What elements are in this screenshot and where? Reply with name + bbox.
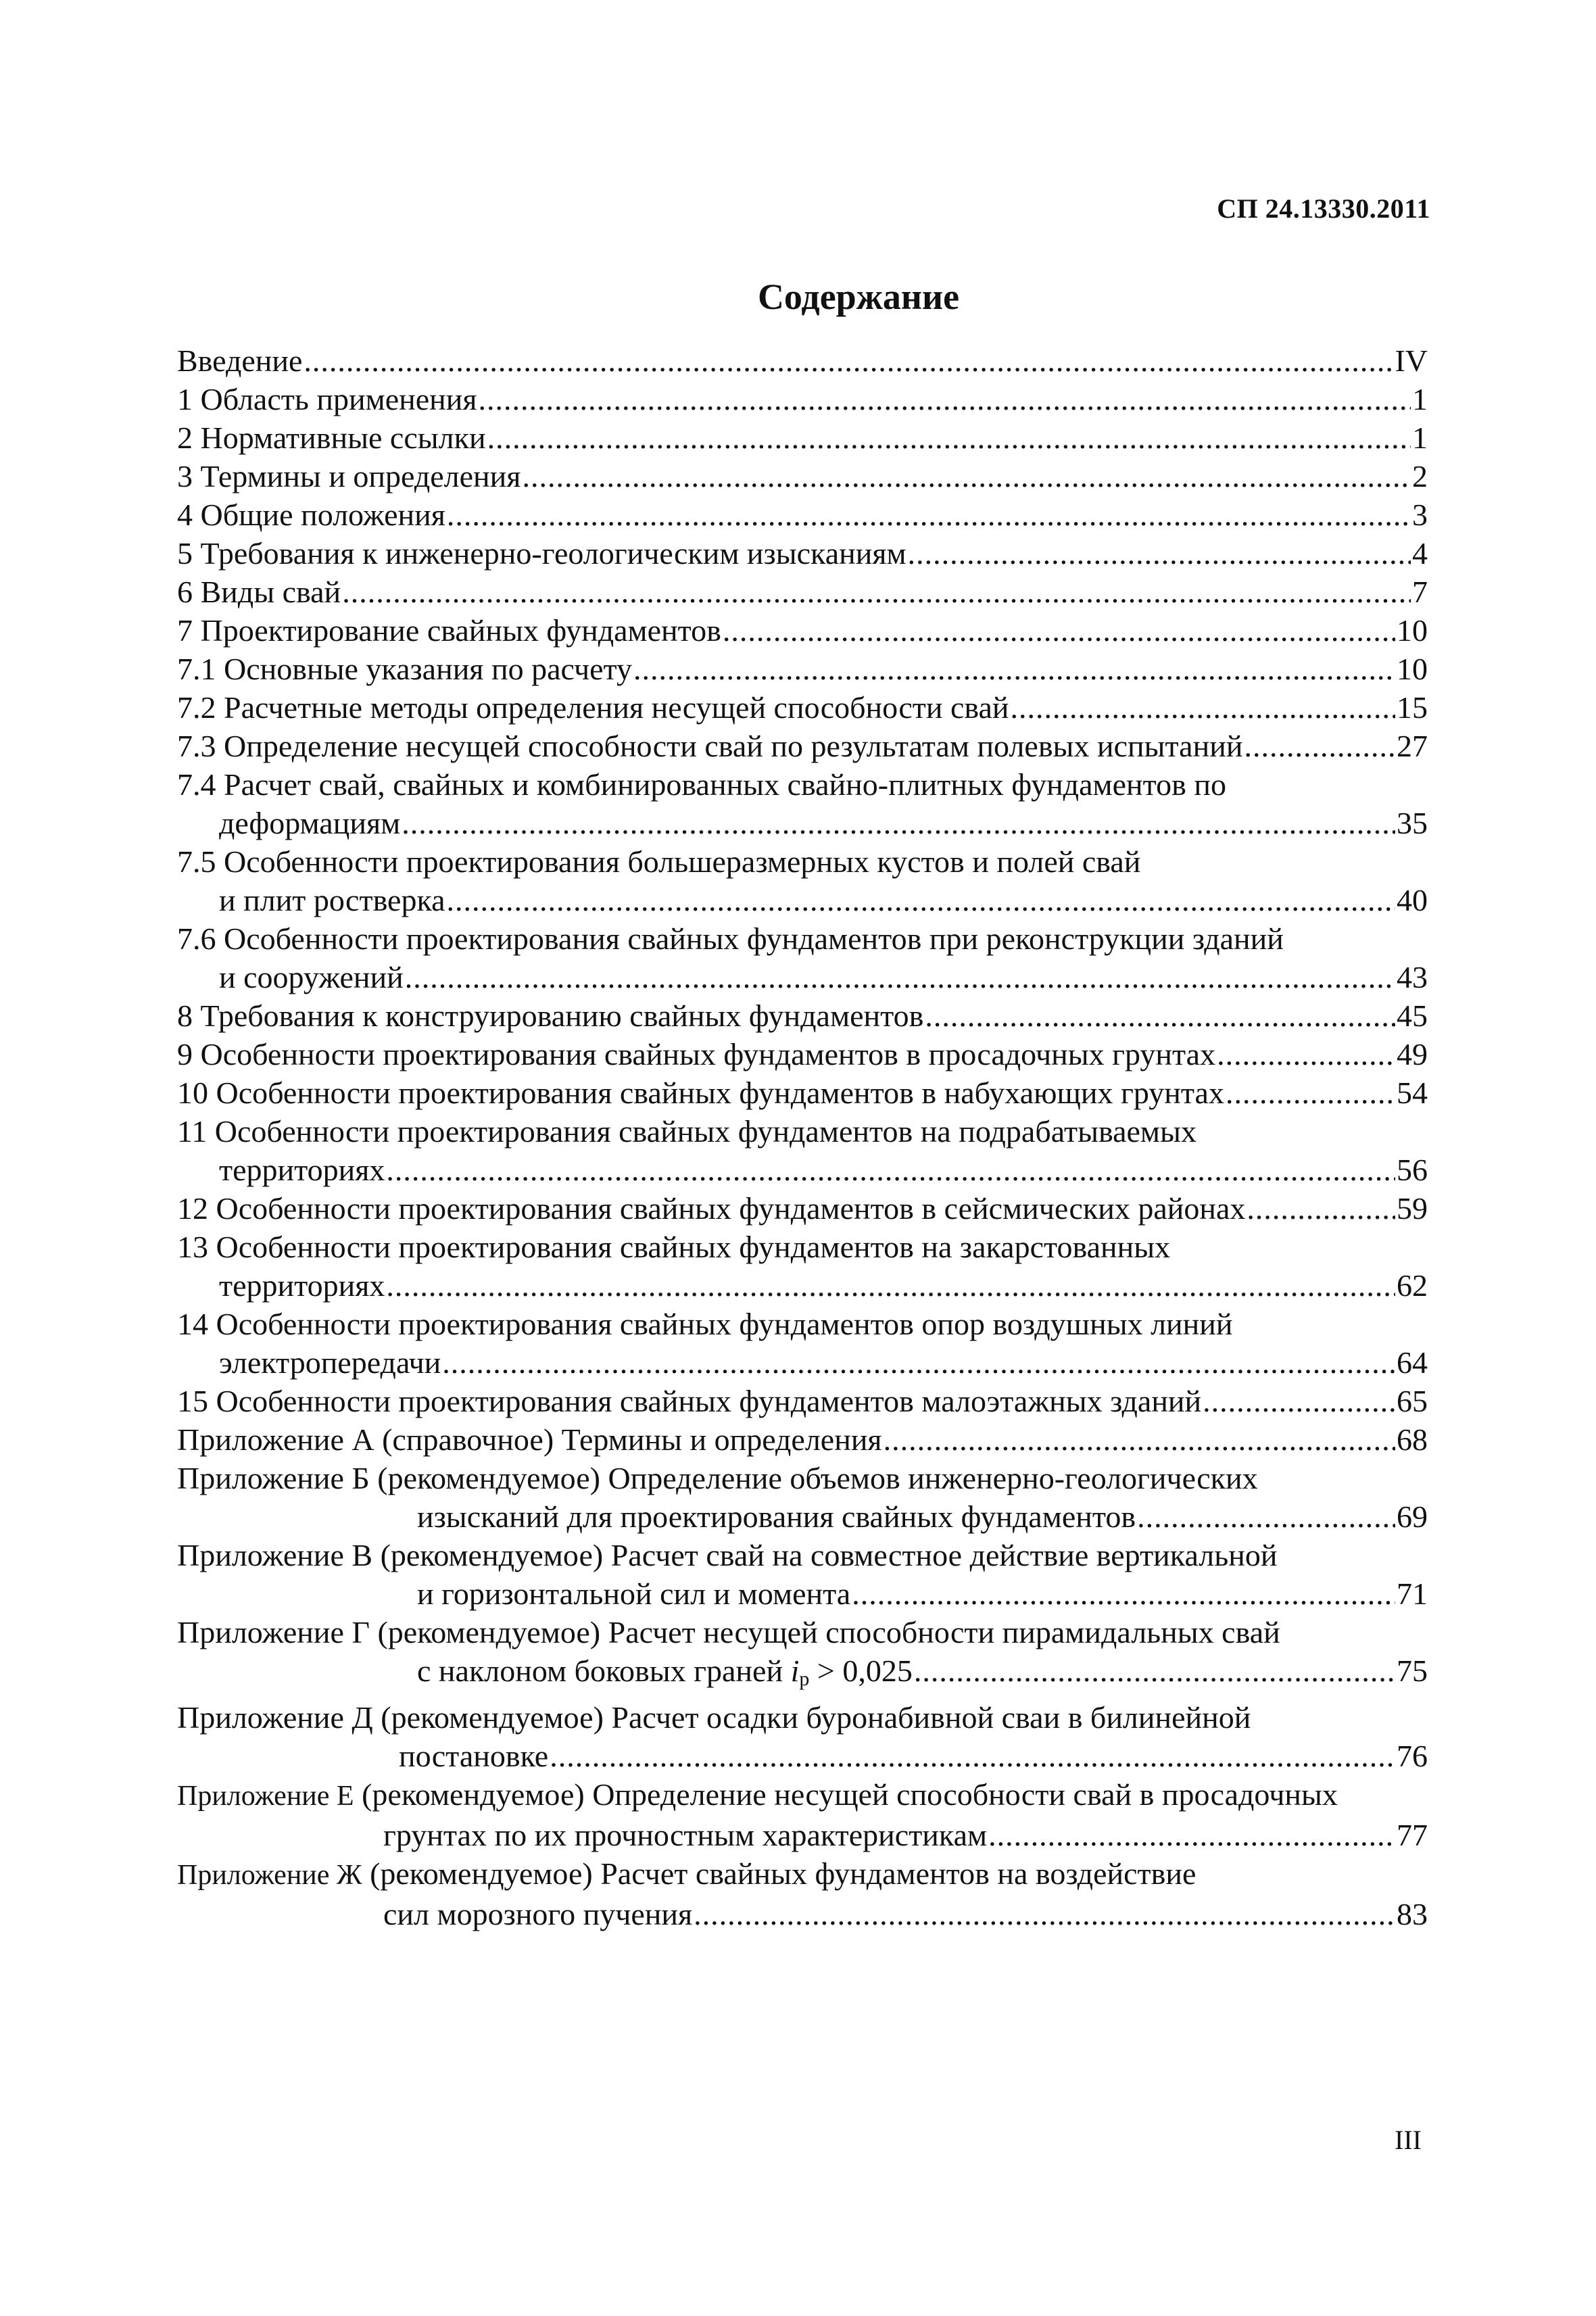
toc-entry-label: 15 Особенности проектирования свайных фундаментов малоэтажных зданий	[177, 1384, 1202, 1418]
toc-entry-section-10[interactable]	[177, 1073, 1428, 1112]
table-of-contents	[177, 341, 1428, 1933]
toc-entry-first-line: 7.5 Особенности проектирования большеразмерных кустов и полей свай	[177, 844, 1141, 879]
toc-entry-first-line: Приложение В (рекомендуемое) Расчет свай на совместное действие вертикальной	[177, 1538, 1278, 1572]
toc-entry-first-line-text: (рекомендуемое) Расчет свайных фундаментов на воздействие	[362, 1856, 1196, 1891]
toc-entry-label: 3 Термины и определения	[177, 459, 521, 493]
toc-page-number: 15	[1397, 690, 1428, 725]
toc-entry-first-line: 11 Особенности проектирования свайных фундаментов на подрабатываемых	[177, 1114, 1196, 1149]
toc-entry-first-line: Приложение Г (рекомендуемое) Расчет несущей способности пирамидальных свай	[177, 1615, 1280, 1649]
toc-page-number: 49	[1397, 1037, 1428, 1071]
toc-entry-section-3[interactable]	[177, 457, 1428, 496]
toc-page-number: 64	[1397, 1345, 1428, 1380]
toc-entry-appendix-d[interactable]	[177, 1698, 1428, 1775]
toc-page-number: 83	[1397, 1897, 1428, 1931]
toc-entry-label: постановке	[399, 1739, 549, 1773]
toc-entry-appendix-b[interactable]	[177, 1459, 1428, 1536]
toc-page-number: 45	[1397, 998, 1428, 1033]
toc-entry-section-7-4[interactable]	[177, 765, 1428, 842]
toc-entry-section-7-1[interactable]	[177, 650, 1428, 688]
toc-entry-first-line: Приложение Б (рекомендуемое) Определение объемов инженерно-геологических	[177, 1461, 1258, 1495]
toc-entry-label: деформациям	[219, 806, 401, 840]
toc-entry-appendix-v[interactable]	[177, 1536, 1428, 1613]
toc-entry-label: 1 Область применения	[177, 382, 477, 416]
toc-entry-section-5[interactable]	[177, 534, 1428, 573]
toc-entry-section-7-3[interactable]	[177, 727, 1428, 765]
toc-entry-label: 5 Требования к инженерно-геологическим изысканиям	[177, 536, 906, 571]
toc-page-number: 56	[1397, 1153, 1428, 1187]
toc-entry-section-7-6[interactable]	[177, 919, 1428, 996]
dot-leader	[522, 457, 1411, 496]
toc-entry-section-4[interactable]	[177, 496, 1428, 534]
toc-page-number: 1	[1412, 420, 1428, 455]
dot-leader	[405, 958, 1395, 996]
dot-leader	[925, 996, 1395, 1035]
dot-leader	[988, 1816, 1395, 1854]
toc-entry-first-line: 7.4 Расчет свай, свайных и комбинированных свайно-плитных фундаментов по	[177, 767, 1226, 802]
toc-entry-section-14[interactable]	[177, 1305, 1428, 1382]
toc-entry-label: 7.1 Основные указания по расчету	[177, 652, 633, 686]
toc-entry-label-text: > 0,025	[809, 1654, 913, 1688]
dot-leader	[447, 496, 1411, 534]
toc-entry-label: изысканий для проектирования свайных фундаментов	[417, 1499, 1136, 1534]
toc-entry-first-line: 13 Особенности проектирования свайных фундаментов на закарстованных	[177, 1230, 1171, 1264]
toc-page-number: 62	[1397, 1268, 1428, 1303]
toc-entry-section-2[interactable]	[177, 418, 1428, 457]
dot-leader	[442, 1343, 1395, 1382]
appendix-prefix: Приложение Е	[177, 1781, 354, 1812]
dot-leader	[908, 534, 1411, 573]
toc-entry-section-9[interactable]	[177, 1035, 1428, 1073]
toc-entry-appendix-e[interactable]	[177, 1775, 1428, 1854]
slope-subscript: р	[799, 1668, 810, 1690]
toc-entry-label: 7.3 Определение несущей способности свай по результатам полевых испытаний	[177, 729, 1243, 763]
toc-entry-section-7-5[interactable]	[177, 842, 1428, 919]
toc-entry-introduction[interactable]	[177, 341, 1428, 380]
dot-leader	[550, 1737, 1395, 1775]
toc-entry-label: 9 Особенности проектирования свайных фундаментов в просадочных грунтах	[177, 1037, 1216, 1071]
toc-entry-label: 4 Общие положения	[177, 498, 445, 532]
dot-leader	[386, 1266, 1395, 1305]
toc-entry-label: 2 Нормативные ссылки	[177, 420, 486, 455]
toc-page-number: 75	[1397, 1654, 1428, 1688]
toc-entry-label: 7.2 Расчетные методы определения несущей способности свай	[177, 690, 1009, 725]
dot-leader	[1247, 1189, 1395, 1228]
toc-page-number: IV	[1395, 343, 1428, 378]
toc-page-number: 68	[1397, 1422, 1428, 1457]
toc-page-number: 10	[1397, 613, 1428, 648]
toc-entry-section-13[interactable]	[177, 1228, 1428, 1305]
slope-symbol: i	[790, 1654, 800, 1688]
toc-entry-label: 8 Требования к конструированию свайных фундаментов	[177, 998, 924, 1033]
toc-page-number: 76	[1397, 1739, 1428, 1773]
toc-entry-label: и горизонтальной сил и момента	[417, 1576, 851, 1611]
toc-entry-section-15[interactable]	[177, 1382, 1428, 1420]
toc-entry-label: 10 Особенности проектирования свайных фундаментов в набухающих грунтах	[177, 1076, 1224, 1110]
dot-leader	[914, 1651, 1395, 1690]
toc-page-number: 7	[1412, 575, 1428, 609]
toc-entry-section-12[interactable]	[177, 1189, 1428, 1228]
toc-page-number: 71	[1397, 1576, 1428, 1611]
toc-page-number: 4	[1412, 536, 1428, 571]
dot-leader	[487, 418, 1411, 457]
toc-entry-label: Приложение А (справочное) Термины и определения	[177, 1422, 882, 1457]
dot-leader	[1203, 1382, 1395, 1420]
toc-entry-first-line	[177, 1854, 1428, 1895]
toc-entry-label: территориях	[219, 1268, 385, 1303]
page-number: III	[1395, 2125, 1422, 2155]
dot-leader	[852, 1574, 1395, 1613]
toc-page-number: 2	[1412, 459, 1428, 493]
dot-leader	[402, 804, 1395, 842]
toc-page-number: 1	[1412, 382, 1428, 416]
toc-entry-section-1[interactable]	[177, 380, 1428, 418]
toc-entry-section-7[interactable]	[177, 611, 1428, 650]
toc-page-number: 43	[1397, 960, 1428, 994]
toc-entry-section-7-2[interactable]	[177, 688, 1428, 727]
toc-page-number: 65	[1397, 1384, 1428, 1418]
document-code: СП 24.13330.2011	[1217, 193, 1430, 224]
dot-leader	[342, 573, 1411, 611]
dot-leader	[479, 380, 1411, 418]
toc-entry-label: территориях	[219, 1153, 385, 1187]
toc-entry-first-line: 14 Особенности проектирования свайных фундаментов опор воздушных линий	[177, 1307, 1233, 1341]
toc-entry-label: электропередачи	[219, 1345, 441, 1380]
toc-title: Содержание	[757, 276, 960, 317]
toc-entry-label	[417, 1651, 913, 1698]
dot-leader	[1217, 1035, 1395, 1073]
toc-page-number: 40	[1397, 883, 1428, 917]
toc-page-number: 59	[1397, 1191, 1428, 1226]
toc-entry-label: грунтах по их прочностным характеристикам	[383, 1818, 988, 1852]
toc-entry-label: Введение	[177, 343, 303, 378]
dot-leader	[723, 611, 1395, 650]
toc-entry-appendix-a[interactable]	[177, 1420, 1428, 1459]
toc-entry-label: сил морозного пучения	[383, 1897, 693, 1931]
toc-entry-label-text: с наклоном боковых граней	[417, 1654, 791, 1688]
toc-page-number: 3	[1412, 498, 1428, 532]
toc-entry-section-8[interactable]	[177, 996, 1428, 1035]
toc-entry-appendix-g[interactable]	[177, 1613, 1428, 1698]
toc-page-number: 10	[1397, 652, 1428, 686]
dot-leader	[694, 1895, 1395, 1933]
toc-entry-first-line: Приложение Д (рекомендуемое) Расчет осадки буронабивной сваи в билинейной	[177, 1700, 1251, 1735]
toc-entry-first-line: 7.6 Особенности проектирования свайных фундаментов при реконструкции зданий	[177, 921, 1284, 956]
toc-page-number: 54	[1397, 1076, 1428, 1110]
toc-entry-first-line-text: (рекомендуемое) Определение несущей способности свай в просадочных	[354, 1777, 1338, 1812]
toc-entry-label: 12 Особенности проектирования свайных фундаментов в сейсмических районах	[177, 1191, 1246, 1226]
toc-entry-appendix-zh[interactable]	[177, 1854, 1428, 1933]
toc-page-number: 69	[1397, 1499, 1428, 1534]
toc-entry-label: и плит ростверка	[219, 883, 445, 917]
toc-entry-label: 6 Виды свай	[177, 575, 341, 609]
toc-entry-section-11[interactable]	[177, 1112, 1428, 1189]
toc-entry-section-6[interactable]	[177, 573, 1428, 611]
dot-leader	[1226, 1073, 1395, 1112]
toc-entry-label: и сооружений	[219, 960, 404, 994]
dot-leader	[1137, 1497, 1395, 1536]
dot-leader	[633, 650, 1395, 688]
appendix-prefix: Приложение Ж	[177, 1860, 362, 1891]
toc-page-number: 77	[1397, 1818, 1428, 1852]
dot-leader	[386, 1151, 1395, 1189]
toc-entry-first-line	[177, 1775, 1428, 1816]
toc-page-number: 27	[1397, 729, 1428, 763]
dot-leader	[1244, 727, 1395, 765]
dot-leader	[1011, 688, 1395, 727]
toc-page-number: 35	[1397, 806, 1428, 840]
toc-entry-label: 7 Проектирование свайных фундаментов	[177, 613, 721, 648]
dot-leader	[447, 881, 1395, 919]
dot-leader	[304, 341, 1393, 380]
dot-leader	[884, 1420, 1395, 1459]
